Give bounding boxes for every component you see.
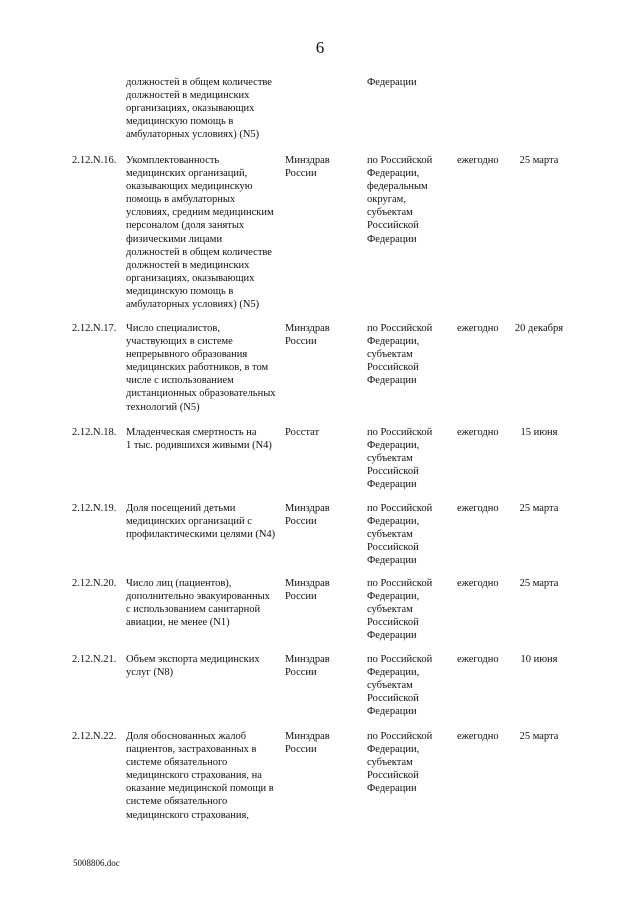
indicator-level: по Российской Федерации, субъектам Российской Федерации <box>367 578 433 642</box>
indicator-name: Укомплектованность медицинских организаций, оказывающих медицинскую помощь в амбулаторных условиях, средним медицинским персоналом (доля занятых физическими лицами должностей в общем количестве должностей в медицинских организациях, оказывающих медицинскую помощь в амбулаторных условиях) (N5) <box>126 155 274 311</box>
indicator-period: ежегодно <box>457 654 499 665</box>
indicator-responsible: Минздрав России <box>285 731 330 756</box>
indicator-deadline: 25 марта <box>519 578 559 589</box>
indicator-level: по Российской Федерации, субъектам Российской Федерации <box>367 654 433 718</box>
indicator-deadline: 15 июня <box>520 427 558 438</box>
indicator-period: ежегодно <box>457 578 499 589</box>
indicator-number: 2.12.N.18. <box>72 427 117 438</box>
indicator-period: ежегодно <box>457 427 499 438</box>
indicator-name: Младенческая смертность на 1 тыс. родившихся живыми (N4) <box>126 427 272 452</box>
indicator-name: должностей в общем количестве должностей в медицинских организациях, оказывающих медицинскую помощь в амбулаторных условиях) (N5) <box>126 77 272 141</box>
indicator-name: Число лиц (пациентов), дополнительно эвакуированных с использованием санитарной авиации, не менее (N1) <box>126 578 270 629</box>
indicator-number: 2.12.N.19. <box>72 503 117 514</box>
indicator-period: ежегодно <box>457 323 499 334</box>
indicator-level: по Российской Федерации, субъектам Российской Федерации <box>367 731 433 795</box>
indicator-responsible: Минздрав России <box>285 578 330 603</box>
indicator-period: ежегодно <box>457 155 499 166</box>
indicator-number: 2.12.N.20. <box>72 578 117 589</box>
indicator-responsible: Минздрав России <box>285 155 330 180</box>
indicator-level: по Российской Федерации, субъектам Российской Федерации <box>367 427 433 491</box>
page-number: 6 <box>315 38 325 57</box>
indicator-name: Доля посещений детьми медицинских организаций с профилактическими целями (N4) <box>126 503 276 541</box>
indicator-name: Объем экспорта медицинских услуг (N8) <box>126 654 260 679</box>
indicator-number: 2.12.N.21. <box>72 654 117 665</box>
indicator-number: 2.12.N.16. <box>72 155 117 166</box>
indicator-period: ежегодно <box>457 731 499 742</box>
indicator-name: Число специалистов, участвующих в системе непрерывного образования медицинских работников, в том числе с использованием дистанционных образовательных технологий (N5) <box>126 323 276 413</box>
indicator-level: Федерации <box>367 77 417 88</box>
indicator-deadline: 25 марта <box>519 155 559 166</box>
indicator-name: Доля обоснованных жалоб пациентов, застрахованных в системе обязательного медицинского страхования, на оказание медицинской помощи в системе обязательного медицинского страхования, <box>126 731 274 821</box>
indicator-period: ежегодно <box>457 503 499 514</box>
indicator-deadline: 20 декабря <box>514 323 564 334</box>
footer-filename: 5008806.doc <box>73 858 120 868</box>
indicator-responsible: Минздрав России <box>285 503 330 528</box>
indicator-number: 2.12.N.22. <box>72 731 117 742</box>
indicator-responsible: Росстат <box>285 427 320 438</box>
indicator-deadline: 25 марта <box>519 731 559 742</box>
indicator-level: по Российской Федерации, субъектам Российской Федерации <box>367 323 433 387</box>
indicator-responsible: Минздрав России <box>285 654 330 679</box>
indicator-deadline: 25 марта <box>519 503 559 514</box>
indicator-responsible: Минздрав России <box>285 323 330 348</box>
indicator-level: по Российской Федерации, федеральным округам, субъектам Российской Федерации <box>367 155 433 245</box>
indicator-number: 2.12.N.17. <box>72 323 117 334</box>
indicator-deadline: 10 июня <box>520 654 558 665</box>
indicator-level: по Российской Федерации, субъектам Российской Федерации <box>367 503 433 567</box>
